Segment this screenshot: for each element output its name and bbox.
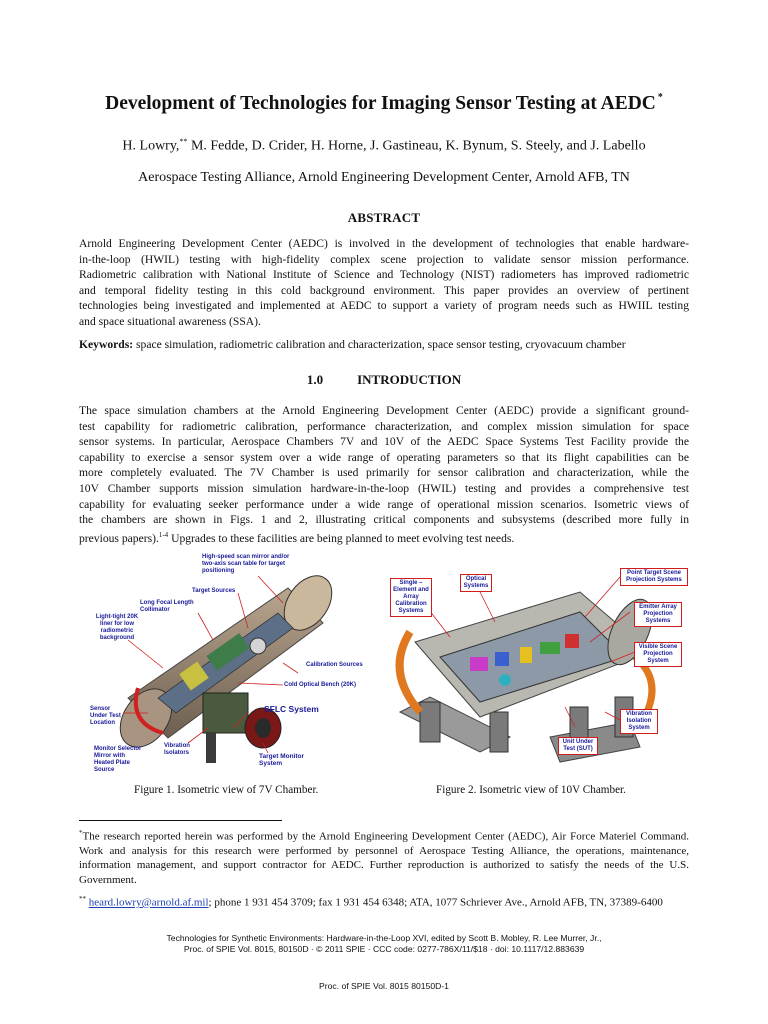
footnote-marker: ** xyxy=(79,895,86,903)
introduction-body xyxy=(79,403,689,546)
footnote-line-text: The research reported herein was performed by the Arnold Engineering Development Center (AEDC), Air Force Materiel Command. xyxy=(82,830,689,843)
page-footer: Proc. of SPIE Vol. 8015 80150D-1 xyxy=(319,981,449,991)
intro-line: capability for evaluating seeker performance under a wide range of operational mission scenarios. Isometric views of xyxy=(79,497,689,511)
label-target-sources: Target Sources xyxy=(192,588,236,594)
footnote-funding xyxy=(79,826,689,887)
keywords-label: Keywords: xyxy=(79,338,134,351)
footnote-line: Government. xyxy=(79,873,137,886)
abstract-heading: ABSTRACT xyxy=(347,210,421,225)
footnote-line: information management, and support contractor for AEDC. Further reproduction is authorized to satisfy the needs of the U.S. xyxy=(79,859,689,872)
author-list xyxy=(0,137,768,155)
section-title: INTRODUCTION xyxy=(357,372,462,387)
lead-author: H. Lowry, xyxy=(122,138,180,154)
abstract-line: and temporal fidelity testing in this cold background environment. This paper provides an overview of pertinent xyxy=(79,283,689,297)
footnote-line: Work and analysis for this research were performed by personnel of Aerospace Testing Alliance, the operations, maintenance, xyxy=(79,845,689,858)
footnote-line xyxy=(79,826,689,844)
footnote-marker: * xyxy=(79,829,83,837)
intro-line: more completely evaluated. The 7V Chamber is used primarily for sensor calibration and characterization, while the xyxy=(79,466,689,480)
lead-author-marker: ** xyxy=(179,137,188,146)
intro-last-start: previous papers). xyxy=(79,531,159,545)
paper-title-text: Development of Technologies for Imaging Sensor Testing at AEDC xyxy=(105,93,656,114)
label-visible-scene: Visible Scene Projection System xyxy=(634,642,682,667)
footnote-divider xyxy=(79,820,282,821)
intro-line: test capability for radiometric calibration, performance characterization, and complex mission simulation for space xyxy=(79,419,689,433)
label-optical-bench: Cold Optical Bench (20K) xyxy=(284,682,357,688)
label-sflc-system: SFLC System xyxy=(264,704,319,714)
label-scan-mirror: High-speed scan mirror and/or two-axis scan table for target positioning xyxy=(202,554,290,574)
proceedings-citation xyxy=(0,933,768,955)
intro-line: 10V Chamber supports mission simulation hardware-in-the-loop (HWIL) testing and provides a comprehensive test xyxy=(79,481,689,495)
label-sensor-location: Sensor Under Test Location xyxy=(90,706,121,726)
reference-marker: 1-4 xyxy=(158,530,169,539)
label-liner: Light-tight 20K liner for low radiometric background xyxy=(95,614,139,641)
label-vibration-isolators: Vibration Isolators xyxy=(164,743,190,756)
intro-line: sensor systems. In particular, Aerospace Chambers 7V and 10V of the AEDC Space Systems Test Facility provide the xyxy=(79,435,689,449)
paper-title xyxy=(0,93,768,115)
abstract-body xyxy=(79,236,689,330)
intro-line: The space simulation chambers at the Arnold Engineering Development Center (AEDC) provide a significant ground- xyxy=(79,404,689,417)
keywords xyxy=(79,338,689,351)
other-authors: M. Fedde, D. Crider, H. Horne, J. Gastineau, K. Bynum, S. Steely, and J. Labello xyxy=(187,138,646,154)
figure1-caption: Figure 1. Isometric view of 7V Chamber. xyxy=(134,784,319,796)
abstract-line: in-the-loop (HWIL) testing with high-fidelity complex scene projection to validate sensor mission performance. xyxy=(79,252,689,266)
label-point-target: Point Target Scene Projection Systems xyxy=(620,568,688,586)
figure-7v-chamber xyxy=(88,548,368,778)
label-vibration-isolation: Vibration Isolation System xyxy=(620,709,658,734)
intro-line xyxy=(79,528,689,546)
abstract-line: technologies being investigated and implemented at AEDC to support a variety of program needs such as HWIIL testing xyxy=(79,299,689,313)
intro-last-end: Upgrades to these facilities are being planned to meet evolving test needs. xyxy=(168,531,515,545)
label-monitor-selector: Monitor Selector Mirror with Heated Plate Source xyxy=(94,746,142,773)
label-emitter-array: Emitter Array Projection Systems xyxy=(634,602,682,627)
intro-line: capability to exercise a sensor system over a wide range of operating parameters so that its flight capabilities can be xyxy=(79,450,689,464)
section-heading-introduction xyxy=(0,372,768,388)
label-optical-systems: Optical Systems xyxy=(460,574,492,592)
title-footnote-marker: * xyxy=(657,92,663,103)
intro-line: the chambers are shown in Figs. 1 and 2, illustrating critical components and subsystems (described more fully in xyxy=(79,513,689,527)
label-collimator: Long Focal Length Collimator xyxy=(140,600,194,613)
abstract-line: Arnold Engineering Development Center (AEDC) is involved in the development of technologies that enable hardware- xyxy=(79,237,689,250)
label-unit-under-test: Unit Under Test (SUT) xyxy=(558,737,598,755)
keywords-text: space simulation, radiometric calibration and characterization, space sensor testing, cryovacuum chamber xyxy=(133,338,626,351)
section-number: 1.0 xyxy=(306,372,324,387)
citation-line: Technologies for Synthetic Environments: Hardware-in-the-Loop XVI, edited by Scott B. Mobley, R. Lee Murrer, Jr., xyxy=(166,933,602,943)
affiliation: Aerospace Testing Alliance, Arnold Engineering Development Center, Arnold AFB, TN xyxy=(138,170,630,185)
figure-10v-chamber xyxy=(380,562,692,776)
abstract-line: Radiometric calibration with National Institute of Science and Technology (NIST) radiometers has improved radiometric xyxy=(79,268,689,282)
contact-details: ; phone 1 931 454 3709; fax 1 931 454 6348; ATA, 1077 Schriever Ave., Arnold AFB, TN, 37389-6400 xyxy=(208,896,663,909)
abstract-line: and space situational awareness (SSA). xyxy=(79,314,261,328)
email-link[interactable]: heard.lowry@arnold.af.mil xyxy=(88,896,209,909)
footnote-contact xyxy=(79,892,689,910)
label-single-element: Single – Element and Array Calibration Systems xyxy=(390,578,432,617)
label-calibration-sources: Calibration Sources xyxy=(306,662,363,668)
figure2-caption: Figure 2. Isometric view of 10V Chamber. xyxy=(436,784,626,796)
label-target-monitor: Target Monitor System xyxy=(259,753,305,767)
citation-line: Proc. of SPIE Vol. 8015, 80150D · © 2011 SPIE · CCC code: 0277-786X/11/$18 · doi: 10.1117/12.883639 xyxy=(183,944,585,954)
